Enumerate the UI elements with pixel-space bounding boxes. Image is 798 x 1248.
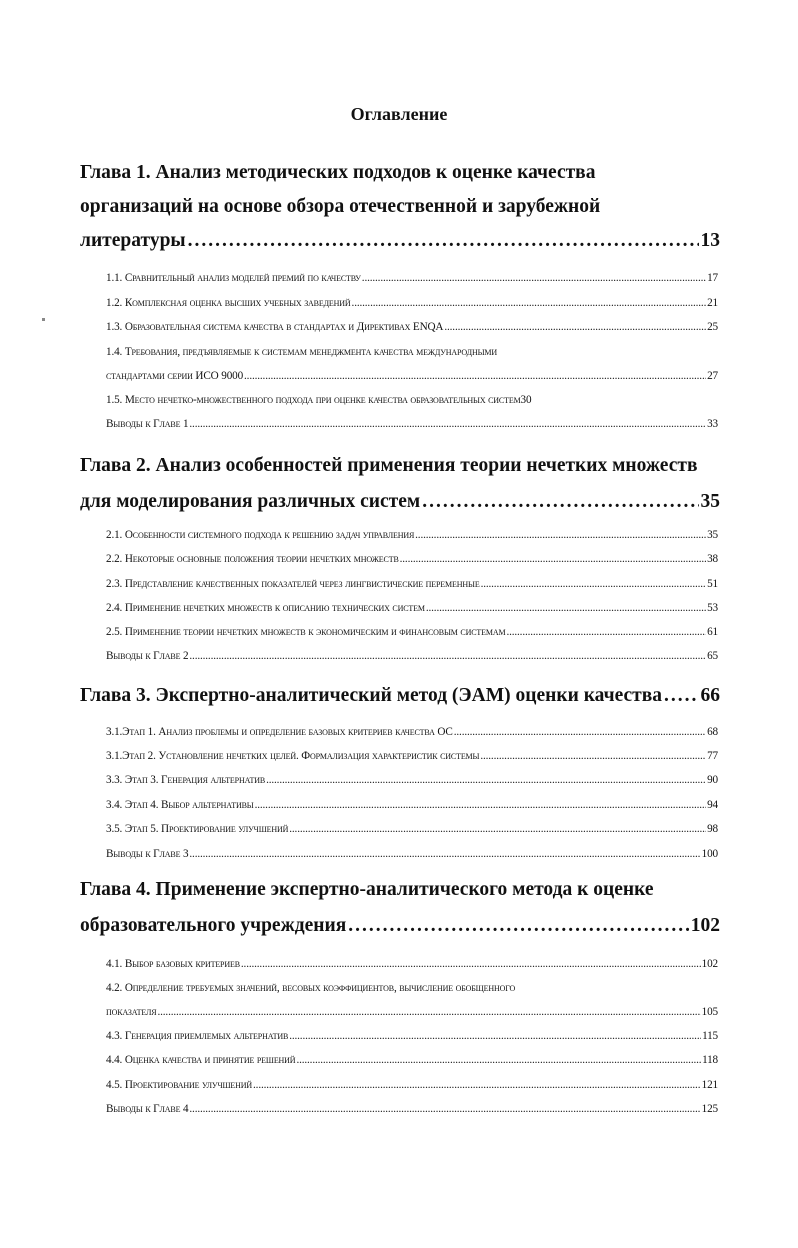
toc-page-number: 30 [520, 394, 532, 406]
leader-dots [189, 414, 706, 435]
toc-entry-text: 1.3. Образовательная система качества в стандартах и Директивах ENQA [106, 321, 444, 333]
toc-entry-text: 1.1. Сравнительный анализ моделей премий по качеству [106, 272, 361, 284]
toc-entry-3-conclusions[interactable] [106, 844, 718, 865]
toc-page-number: 53 [707, 602, 718, 614]
toc-page-number: 51 [707, 578, 718, 590]
chapter-page-number: 35 [700, 491, 720, 512]
toc-entry-3-2[interactable] [106, 746, 718, 767]
toc-entry-text: 1.2. Комплексная оценка высших учебных заведений [106, 297, 351, 309]
toc-entry-text: 2.4. Применение нечетких множеств к описанию технических систем [106, 602, 425, 614]
leader-dots [444, 317, 706, 338]
chapter-page-number: 102 [690, 915, 720, 936]
leader-dots [352, 293, 707, 314]
toc-entry-4-5[interactable] [106, 1075, 718, 1096]
toc-page-number: 17 [707, 272, 718, 284]
toc-page-number: 102 [701, 958, 718, 970]
toc-entry-text-line: 1.4. Требования, предъявляемые к системам менеджмента качества международными [106, 346, 498, 358]
toc-entry-text: 3.4. Этап 4. Выбор альтернативы [106, 799, 254, 811]
toc-entry-text: 3.3. Этап 3. Генерация альтернатив [106, 774, 266, 786]
leader-dots [454, 722, 706, 743]
chapter-heading-line: Глава 2. Анализ особенностей применения теории нечетких множеств [80, 455, 698, 476]
toc-page-number: 68 [707, 726, 718, 738]
leader-dots [289, 1026, 701, 1047]
toc-entry-4-conclusions[interactable] [106, 1099, 718, 1120]
leader-dots [400, 549, 706, 570]
toc-entry-text: 4.4. Оценка качества и принятие решений [106, 1054, 296, 1066]
toc-page-number: 65 [707, 650, 718, 662]
toc-page-number: 115 [702, 1030, 718, 1042]
chapter-heading-line: Глава 4. Применение экспертно-аналитического метода к оценке [80, 879, 654, 900]
toc-entry-2-5[interactable] [106, 622, 718, 643]
leader-dots [362, 268, 706, 289]
toc-entry-2-4[interactable] [106, 598, 718, 619]
toc-entry-text: 4.1. Выбор базовых критериев [106, 958, 240, 970]
chapter-heading-text: для моделирования различных систем [80, 491, 421, 512]
toc-entry-4-4[interactable] [106, 1050, 718, 1071]
toc-entry-1-1[interactable] [106, 268, 718, 289]
leader-dots [157, 1002, 700, 1023]
toc-entry-3-1[interactable] [106, 722, 718, 743]
leader-dots [664, 679, 698, 713]
toc-entry-3-3[interactable] [106, 770, 718, 791]
toc-entry-text: 2.5. Применение теории нечетких множеств к экономическим и финансовым системам [106, 626, 506, 638]
toc-entry-3-4[interactable] [106, 795, 718, 816]
chapter-heading-text: Глава 3. Экспертно-аналитический метод (ЭАМ) оценки качества [80, 685, 663, 706]
leader-dots [480, 746, 706, 767]
toc-page-number: 118 [702, 1054, 718, 1066]
toc-entry-text: 2.1. Особенности системного подхода к решению задач управления [106, 529, 415, 541]
chapter-heading-text: литературы [80, 230, 186, 251]
chapter-heading-text: образовательного учреждения [80, 915, 347, 936]
toc-page-number: 94 [707, 799, 718, 811]
toc-entry-1-3[interactable] [106, 317, 718, 338]
toc-entry-text: 4.3. Генерация приемлемых альтернатив [106, 1030, 289, 1042]
toc-entry-text: показателя [106, 1006, 157, 1018]
toc-page-number: 98 [707, 823, 718, 835]
page-title: Оглавление [350, 104, 448, 124]
toc-page-number: 27 [707, 370, 718, 382]
toc-page-number: 21 [707, 297, 718, 309]
chapter-heading-line: Глава 1. Анализ методических подходов к оценке качества [80, 162, 596, 183]
toc-entry-1-5[interactable] [106, 390, 718, 411]
toc-entry-3-5[interactable] [106, 819, 718, 840]
chapter-3-heading[interactable] [80, 679, 720, 713]
toc-entry-4-1[interactable] [106, 954, 718, 975]
chapter-heading-line: организаций на основе обзора отечественной и зарубежной [80, 196, 601, 217]
toc-entry-text: стандартами серии ИСО 9000 [106, 370, 244, 382]
leader-dots [348, 909, 689, 943]
leader-dots [266, 770, 706, 791]
chapter-1-heading[interactable] [80, 156, 720, 258]
toc-entry-text: 2.2. Некоторые основные положения теории нечетких множеств [106, 553, 399, 565]
leader-dots [253, 1075, 701, 1096]
chapter-page-number: 66 [700, 685, 720, 706]
toc-page-number: 33 [707, 418, 718, 430]
leader-dots [241, 954, 701, 975]
toc-page-number: 77 [707, 750, 718, 762]
toc-page-number: 35 [707, 529, 718, 541]
toc-entry-4-2[interactable] [106, 978, 718, 1023]
toc-entry-text: 2.3. Представление качественных показателей через лингвистические переменные [106, 578, 480, 590]
toc-page-number: 90 [707, 774, 718, 786]
toc-entry-text: Выводы к Главе 1 [106, 418, 189, 430]
leader-dots [189, 646, 706, 667]
toc-entry-1-conclusions[interactable] [106, 414, 718, 435]
leader-dots [255, 795, 707, 816]
toc-entry-text: 3.1.Этап 2. Установление нечетких целей. Формализация характеристик системы [106, 750, 480, 762]
toc-entry-text-line: 4.2. Определение требуемых значений, весовых коэффициентов, вычисление обобщенного [106, 982, 516, 994]
toc-entry-text: 1.5. Место нечетко-множественного подхода при оценке качества образовательных систем [106, 394, 521, 406]
leader-dots [244, 366, 706, 387]
toc-entry-text: Выводы к Главе 2 [106, 650, 189, 662]
chapter-4-heading[interactable] [80, 873, 720, 943]
toc-page-number: 25 [707, 321, 718, 333]
leader-dots [296, 1050, 701, 1071]
leader-dots [189, 844, 700, 865]
leader-dots [506, 622, 706, 643]
toc-entry-1-4[interactable] [106, 342, 718, 387]
toc-entry-text: Выводы к Главе 4 [106, 1103, 189, 1115]
toc-entry-4-3[interactable] [106, 1026, 718, 1047]
toc-page-number: 105 [701, 1006, 718, 1018]
toc-entry-text: 3.5. Этап 5. Проектирование улучшений [106, 823, 289, 835]
toc-page-number: 100 [701, 848, 718, 860]
toc-page-number: 121 [701, 1079, 718, 1091]
leader-dots [289, 819, 706, 840]
toc-entry-2-3[interactable] [106, 574, 718, 595]
toc-entry-text: 4.5. Проектирование улучшений [106, 1079, 253, 1091]
leader-dots [426, 598, 706, 619]
leader-dots [188, 224, 699, 258]
leader-dots [415, 525, 706, 546]
toc-entry-text: Выводы к Главе 3 [106, 848, 189, 860]
toc-entry-text: 3.1.Этап 1. Анализ проблемы и определение базовых критериев качества ОС [106, 726, 453, 738]
toc-page-number: 125 [701, 1103, 718, 1115]
toc-entry-2-1[interactable] [106, 525, 718, 546]
toc-page-number: 38 [707, 553, 718, 565]
toc-entry-2-conclusions[interactable] [106, 646, 718, 667]
toc-page-number: 61 [707, 626, 718, 638]
leader-dots [481, 574, 707, 595]
chapter-2-heading[interactable] [80, 449, 720, 519]
chapter-page-number: 13 [700, 230, 720, 251]
toc-entry-1-2[interactable] [106, 293, 718, 314]
scan-speck [42, 318, 45, 321]
toc-entry-2-2[interactable] [106, 549, 718, 570]
leader-dots [422, 485, 698, 519]
leader-dots [189, 1099, 700, 1120]
